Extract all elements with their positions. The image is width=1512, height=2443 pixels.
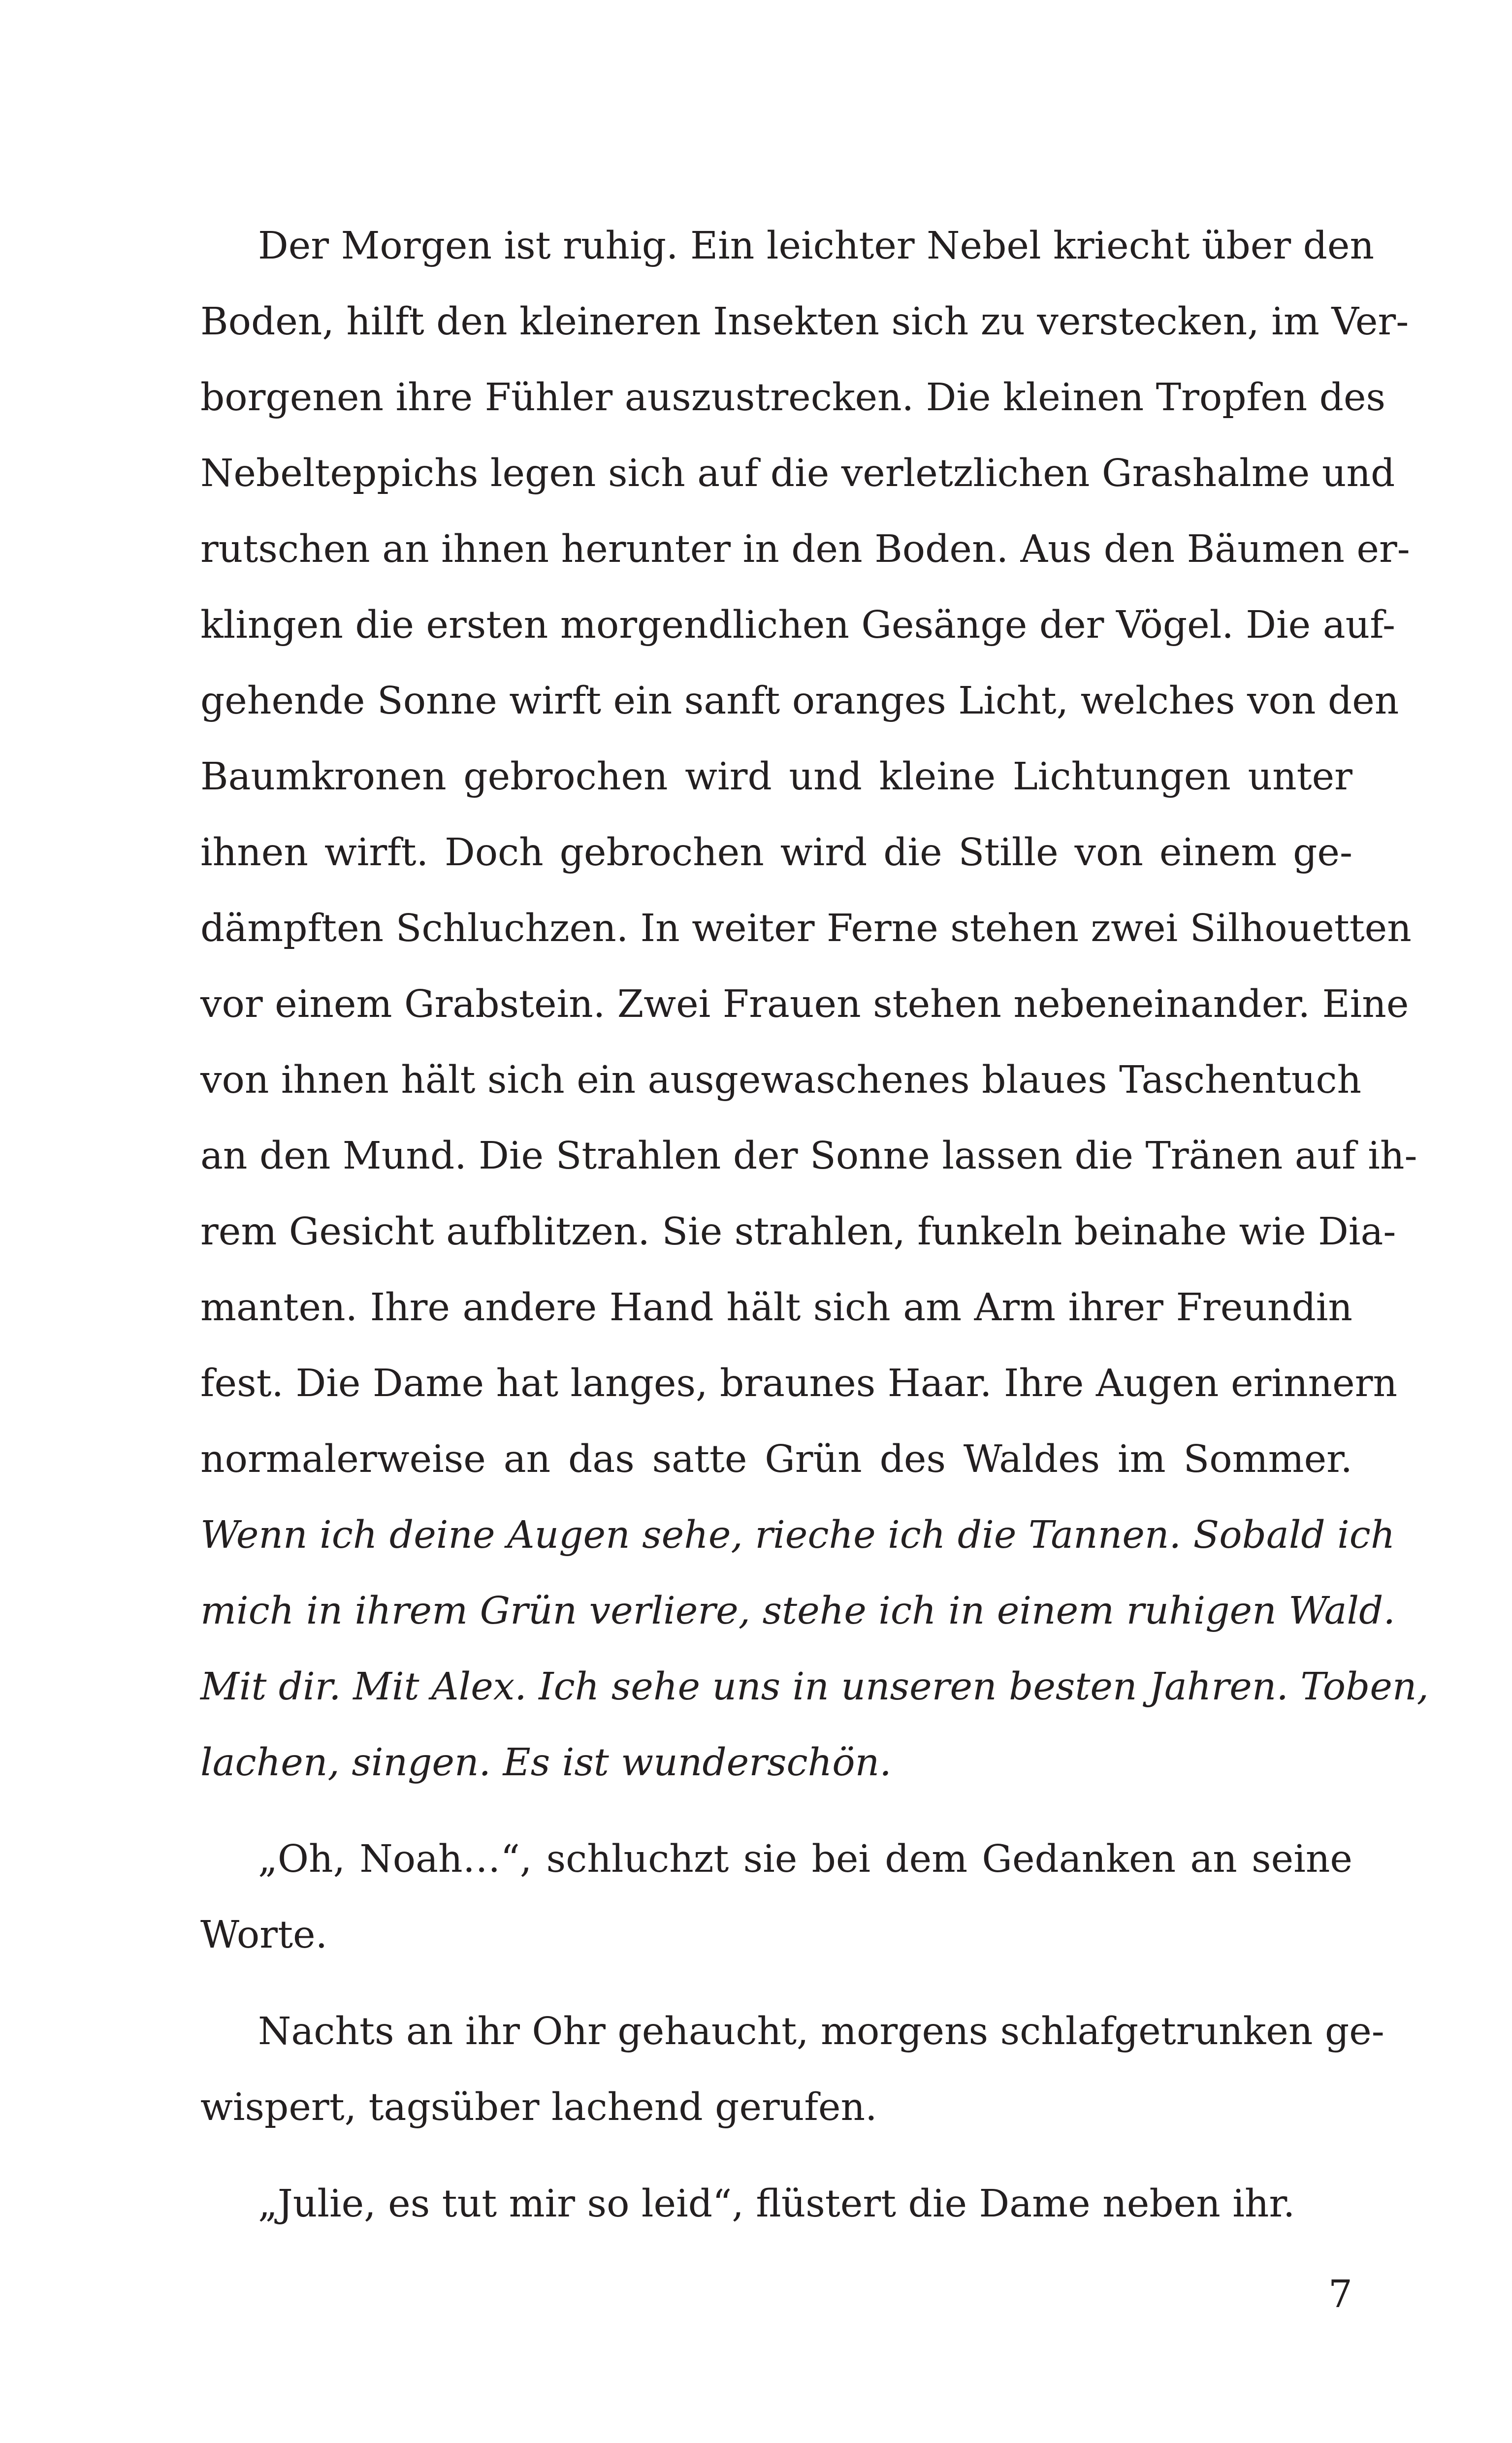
text-line: Worte. — [200, 1913, 328, 1957]
text-line: wispert, tagsüber lachend gerufen. — [200, 2085, 877, 2129]
italic-text-line: Mit dir. Mit Alex. Ich sehe uns in unseren besten Jahren. Toben, — [200, 1665, 1429, 1709]
paragraph-1 — [200, 208, 1429, 1801]
text-line: manten. Ihre andere Hand hält sich am Arm ihrer Freundin — [200, 1286, 1352, 1330]
text-line: Nebelteppichs legen sich auf die verletzlichen Grashalme und — [200, 452, 1395, 495]
text-line: Der Morgen ist ruhig. Ein leichter Nebel kriecht über den — [258, 224, 1375, 268]
text-line: vor einem Grabstein. Zwei Frauen stehen nebeneinander. Eine — [200, 982, 1409, 1026]
text-line: Boden, hilft den kleineren Insekten sich zu verstecken, im Ver- — [200, 300, 1409, 344]
paragraph-gap — [200, 1973, 1352, 1994]
text-line: Baumkronen gebrochen wird und kleine Lichtungen unter — [200, 755, 1352, 799]
paragraph-2 — [200, 1822, 1352, 1973]
text-line: „Julie, es tut mir so leid“, flüstert die Dame neben ihr. — [258, 2182, 1295, 2226]
paragraph-gap — [200, 2146, 1352, 2166]
paragraph-gap — [200, 1801, 1352, 1822]
text-line: normalerweise an das satte Grün des Waldes im Sommer. — [200, 1437, 1352, 1481]
text-line: klingen die ersten morgendlichen Gesänge der Vögel. Die auf- — [200, 603, 1395, 647]
text-line: ihnen wirft. Doch gebrochen wird die Stille von einem ge- — [200, 831, 1352, 875]
page-number: 7 — [1328, 2273, 1352, 2316]
text-line: gehende Sonne wirft ein sanft oranges Licht, welches von den — [200, 679, 1399, 723]
text-line: fest. Die Dame hat langes, braunes Haar. Ihre Augen erinnern — [200, 1362, 1398, 1405]
paragraph-4 — [200, 2166, 1352, 2242]
body-text — [200, 208, 1429, 2242]
italic-text-line: lachen, singen. Es ist wunderschön. — [200, 1741, 892, 1785]
text-line: borgenen ihre Fühler auszustrecken. Die kleinen Tropfen des — [200, 376, 1386, 420]
text-line: an den Mund. Die Strahlen der Sonne lassen die Tränen auf ih- — [200, 1134, 1417, 1178]
paragraph-3 — [200, 1994, 1384, 2146]
text-line: dämpften Schluchzen. In weiter Ferne stehen zwei Silhouetten — [200, 907, 1412, 950]
text-line: rem Gesicht aufblitzen. Sie strahlen, funkeln beinahe wie Dia- — [200, 1210, 1396, 1254]
text-line: von ihnen hält sich ein ausgewaschenes blaues Taschentuch — [200, 1058, 1362, 1102]
italic-text-line: Wenn ich deine Augen sehe, rieche ich die Tannen. Sobald ich — [200, 1513, 1395, 1557]
italic-text-line: mich in ihrem Grün verliere, stehe ich in einem ruhigen Wald. — [200, 1589, 1395, 1633]
text-line: Nachts an ihr Ohr gehaucht, morgens schlafgetrunken ge- — [258, 2010, 1384, 2053]
text-line: „Oh, Noah…“, schluchzt sie bei dem Gedanken an seine — [258, 1837, 1352, 1881]
text-line: rutschen an ihnen herunter in den Boden. Aus den Bäumen er- — [200, 527, 1410, 571]
